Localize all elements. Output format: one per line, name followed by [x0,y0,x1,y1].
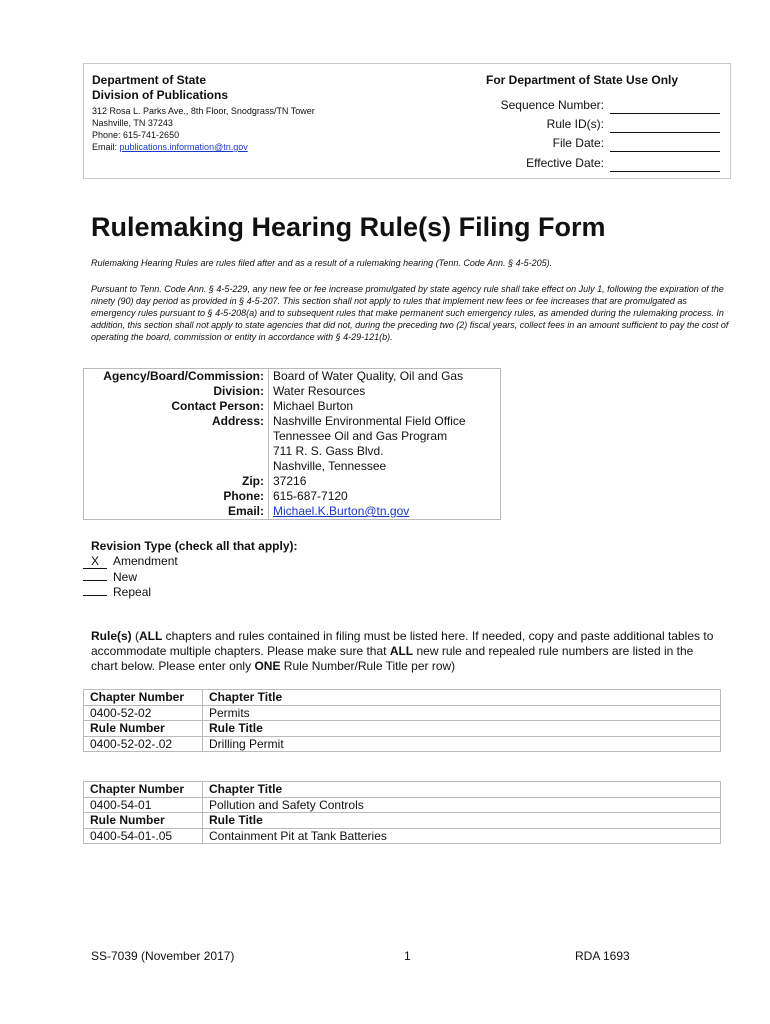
table-row [84,813,721,829]
agency-row [84,369,501,385]
new-checkmark[interactable] [83,580,107,581]
phone-value[interactable]: 615-687-7120 [269,489,501,504]
contact-email-link[interactable]: Michael.K.Burton@tn.gov [273,504,410,518]
rule-title-cell[interactable]: Containment Pit at Tank Batteries [203,828,721,844]
amendment-checkmark[interactable]: X [83,555,107,569]
rule-ids-field[interactable] [384,117,720,133]
bold-all-2: ALL [389,644,414,658]
address-line: Nashville Environmental Field Office [273,414,466,428]
effective-date-label: Effective Date: [526,156,604,170]
rule-number-cell[interactable]: 0400-54-01-.05 [84,828,203,844]
chapter-number-cell[interactable]: 0400-52-02 [84,705,203,721]
phone-label: Phone: [84,489,269,504]
division-label: Division: [84,384,269,399]
sequence-number-line [610,113,720,114]
header-box [83,63,731,179]
agency-value[interactable]: Board of Water Quality, Oil and Gas [269,369,501,385]
department-name: Department of State [92,73,207,87]
revision-new[interactable] [83,570,137,585]
chapter-number-header: Chapter Number [84,690,203,706]
department-email-link[interactable]: publications.information@tn.gov [119,142,248,152]
address-row [84,414,501,474]
address-line: Tennessee Oil and Gas Program [273,429,448,443]
address-label: Address: [84,414,269,474]
table-row [84,736,721,752]
chapter-title-header: Chapter Title [203,782,721,798]
department-phone: Phone: 615-741-2650 [92,130,180,140]
rule-title-header: Rule Title [203,721,721,737]
email-row [84,504,501,520]
table-row [84,782,721,798]
intro-paragraph-1: Rulemaking Hearing Rules are rules filed after and as a result of a rulemaking hearing (Tenn. Code Ann. § 4-5-205). [91,258,553,268]
chapter-title-header: Chapter Title [203,690,721,706]
rule-table-2 [83,781,721,844]
email-label: Email: [84,504,269,520]
repeal-label: Repeal [113,585,152,599]
footer-page-number: 1 [404,949,411,963]
address-line: 711 R. S. Gass Blvd. [273,444,384,458]
file-date-line [610,151,720,152]
email-label: Email: [92,142,120,152]
address-line: Nashville, Tennessee [273,459,387,473]
zip-label: Zip: [84,474,269,489]
amendment-label: Amendment [113,554,178,568]
sequence-number-field[interactable] [384,98,720,114]
table-row [84,721,721,737]
repeal-checkmark[interactable] [83,595,107,596]
table-row [84,705,721,721]
revision-type-title: Revision Type (check all that apply): [91,539,298,553]
address-line-2: Nashville, TN 37243 [92,118,173,128]
footer-form-id: SS-7039 (November 2017) [91,949,235,963]
zip-value[interactable]: 37216 [269,474,501,489]
chapter-title-cell[interactable]: Permits [203,705,721,721]
revision-amendment[interactable] [83,554,178,569]
contact-label: Contact Person: [84,399,269,414]
state-use-only-title: For Department of State Use Only [486,73,679,87]
rule-title-cell[interactable]: Drilling Permit [203,736,721,752]
zip-row [84,474,501,489]
chapter-number-header: Chapter Number [84,782,203,798]
new-label: New [113,570,138,584]
contact-row [84,399,501,414]
agency-label: Agency/Board/Commission: [84,369,269,385]
intro-paragraph-2: Pursuant to Tenn. Code Ann. § 4-5-229, any new fee or fee increase promulgated by state agency rule shall take effect on July 1, following the expiration of the ninety (90) day period as provided in § 4-5-207. This section shall not apply to rules that implement new fees or fee increases that are promulgated as emergency rules pursuant to § 4-5-208(a) and to subsequent rules that make permanent such emergency rules, as amended during the rulemaking process. In addition, this section shall not apply to state agencies that did not, during the preceding two (2) fiscal years, collect fees in an amount sufficient to pay the cost of operating the board, commission or entity in accordance with § 4-29-121(b). [91,284,729,342]
department-block [92,73,392,153]
email-value[interactable] [269,504,501,520]
rule-title-header: Rule Title [203,813,721,829]
division-row [84,384,501,399]
sequence-number-label: Sequence Number: [500,98,604,112]
agency-info-table [83,368,501,520]
table-row [84,690,721,706]
rule-table-1 [83,689,721,752]
rules-text-2: chapters and rules contained in filing must be listed here. If needed, copy and paste additional tables to accommodate multiple chapters. Please make sure that [91,629,714,658]
rules-text-4: Rule Number/Rule Title per row) [280,659,456,673]
department-email [92,141,392,153]
rules-text-3: new rule and repealed rule numbers are listed in the chart below. Please enter only [91,644,694,673]
bold-all-1: ALL [139,629,163,643]
rule-ids-line [610,132,720,133]
rules-bold-label: Rule(s) [91,629,132,643]
form-title: Rulemaking Hearing Rule(s) Filing Form [91,212,606,242]
file-date-field[interactable] [384,136,720,152]
contact-value[interactable]: Michael Burton [269,399,501,414]
rule-number-cell[interactable]: 0400-52-02-.02 [84,736,203,752]
rule-ids-label: Rule ID(s): [546,117,604,131]
footer-rda: RDA 1693 [575,949,630,963]
department-address [92,105,392,153]
table-row [84,797,721,813]
effective-date-line [610,171,720,172]
table-row [84,828,721,844]
division-name: Division of Publications [92,88,229,102]
address-line-1: 312 Rosa L. Parks Ave., 8th Floor, Snodgrass/TN Tower [92,106,315,116]
bold-one: ONE [254,659,281,673]
chapter-number-cell[interactable]: 0400-54-01 [84,797,203,813]
revision-repeal[interactable] [83,585,151,600]
chapter-title-cell[interactable]: Pollution and Safety Controls [203,797,721,813]
phone-row [84,489,501,504]
rule-number-header: Rule Number [84,813,203,829]
effective-date-field[interactable] [384,156,720,172]
file-date-label: File Date: [552,136,604,150]
rule-number-header: Rule Number [84,721,203,737]
rules-instructions: Rule(s) (ALL chapters and rules contained in filing must be listed here. If needed, copy and paste additional tables to accommodate multiple chapters. Please make sure that ALL new rule and repealed rule numbers are listed in the chart below. Please enter only ONE Rule Number/Rule Title per row) [91,629,714,673]
division-value[interactable]: Water Resources [269,384,501,399]
address-value[interactable] [269,414,501,474]
